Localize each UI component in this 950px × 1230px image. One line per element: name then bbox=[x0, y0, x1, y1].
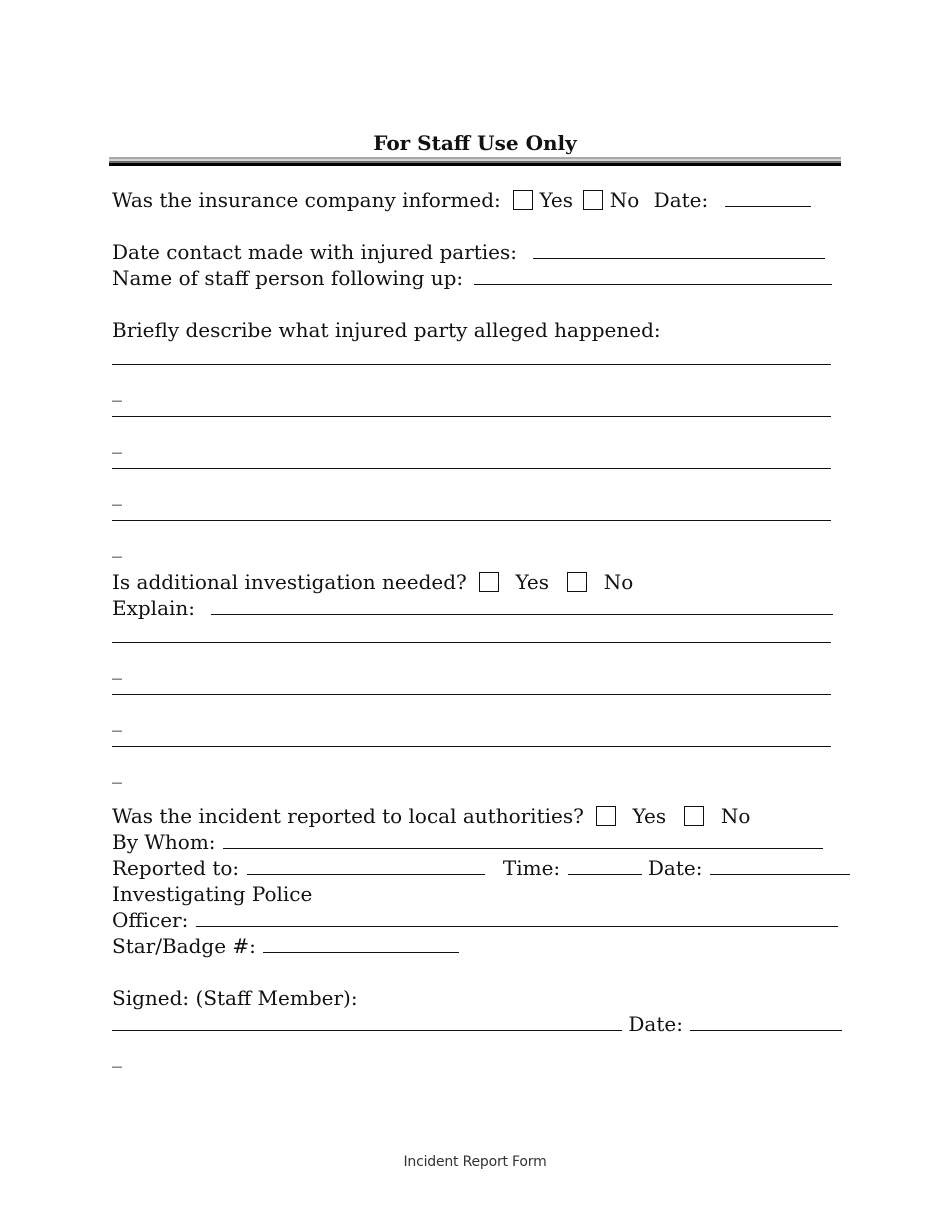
by-whom-field[interactable] bbox=[223, 830, 823, 849]
date-contact-field[interactable] bbox=[533, 240, 825, 259]
continuation-mark: _ bbox=[112, 1044, 122, 1068]
authorities-yes-label: Yes bbox=[632, 804, 667, 828]
staff-name-field[interactable] bbox=[474, 266, 832, 285]
page-footer: Incident Report Form bbox=[403, 1154, 547, 1170]
insurance-yes-checkbox[interactable] bbox=[513, 190, 533, 210]
investigation-no-label: No bbox=[603, 570, 634, 594]
officer-field[interactable] bbox=[196, 908, 838, 927]
continuation-mark: _ bbox=[112, 760, 122, 784]
investigation-question: Is additional investigation needed? bbox=[112, 570, 467, 594]
insurance-no-checkbox[interactable] bbox=[583, 190, 603, 210]
section-title: For Staff Use Only bbox=[373, 131, 577, 155]
reported-date-label: Date: bbox=[647, 856, 703, 880]
time-label: Time: bbox=[502, 856, 561, 880]
date-contact-label: Date contact made with injured parties: bbox=[112, 240, 518, 264]
insurance-row bbox=[112, 187, 811, 213]
explain-row bbox=[112, 595, 833, 621]
authorities-no-label: No bbox=[720, 804, 751, 828]
description-line[interactable] bbox=[112, 416, 831, 417]
staff-name-label: Name of staff person following up: bbox=[112, 266, 464, 290]
signature-row bbox=[112, 1011, 842, 1037]
description-line[interactable] bbox=[112, 468, 831, 469]
description-prompt: Briefly describe what injured party alleged happened: bbox=[112, 318, 661, 342]
explain-label: Explain: bbox=[112, 596, 196, 620]
continuation-mark: _ bbox=[112, 534, 122, 558]
investigation-yes-label: Yes bbox=[515, 570, 550, 594]
authorities-no-checkbox[interactable] bbox=[684, 806, 704, 826]
authorities-yes-checkbox[interactable] bbox=[596, 806, 616, 826]
insurance-date-label: Date: bbox=[653, 188, 709, 212]
explain-field[interactable] bbox=[211, 596, 833, 615]
header-divider bbox=[109, 157, 841, 166]
investigation-row bbox=[112, 569, 633, 595]
reported-row bbox=[112, 855, 850, 881]
officer-label-line1: Investigating Police bbox=[112, 882, 313, 906]
signature-date-field[interactable] bbox=[690, 1012, 842, 1031]
authorities-row bbox=[112, 803, 750, 829]
signature-date-label: Date: bbox=[628, 1012, 683, 1036]
badge-label: Star/Badge #: bbox=[112, 934, 256, 958]
insurance-no-label: No bbox=[609, 188, 640, 212]
badge-field[interactable] bbox=[263, 934, 459, 953]
continuation-mark: _ bbox=[112, 482, 122, 506]
continuation-mark: _ bbox=[112, 708, 122, 732]
investigation-no-checkbox[interactable] bbox=[567, 572, 587, 592]
description-line[interactable] bbox=[112, 520, 831, 521]
officer-row bbox=[112, 907, 838, 933]
explain-line[interactable] bbox=[112, 694, 831, 695]
continuation-mark: _ bbox=[112, 656, 122, 680]
by-whom-label: By Whom: bbox=[112, 830, 216, 854]
reported-to-field[interactable] bbox=[247, 856, 485, 875]
date-contact-row bbox=[112, 239, 825, 265]
insurance-yes-label: Yes bbox=[539, 188, 574, 212]
staff-name-row bbox=[112, 265, 832, 291]
investigation-yes-checkbox[interactable] bbox=[479, 572, 499, 592]
reported-date-field[interactable] bbox=[710, 856, 850, 875]
description-line[interactable] bbox=[112, 364, 831, 365]
explain-line[interactable] bbox=[112, 642, 831, 643]
authorities-question: Was the incident reported to local authorities? bbox=[112, 804, 584, 828]
insurance-question: Was the insurance company informed: bbox=[112, 188, 501, 212]
reported-to-label: Reported to: bbox=[112, 856, 240, 880]
insurance-date-field[interactable] bbox=[725, 188, 811, 207]
time-field[interactable] bbox=[568, 856, 642, 875]
officer-label: Officer: bbox=[112, 908, 189, 932]
explain-line[interactable] bbox=[112, 746, 831, 747]
badge-row bbox=[112, 933, 459, 959]
by-whom-row bbox=[112, 829, 823, 855]
signed-label: Signed: (Staff Member): bbox=[112, 986, 358, 1010]
signature-field[interactable] bbox=[112, 1012, 622, 1031]
continuation-mark: _ bbox=[112, 430, 122, 454]
continuation-mark: _ bbox=[112, 378, 122, 402]
